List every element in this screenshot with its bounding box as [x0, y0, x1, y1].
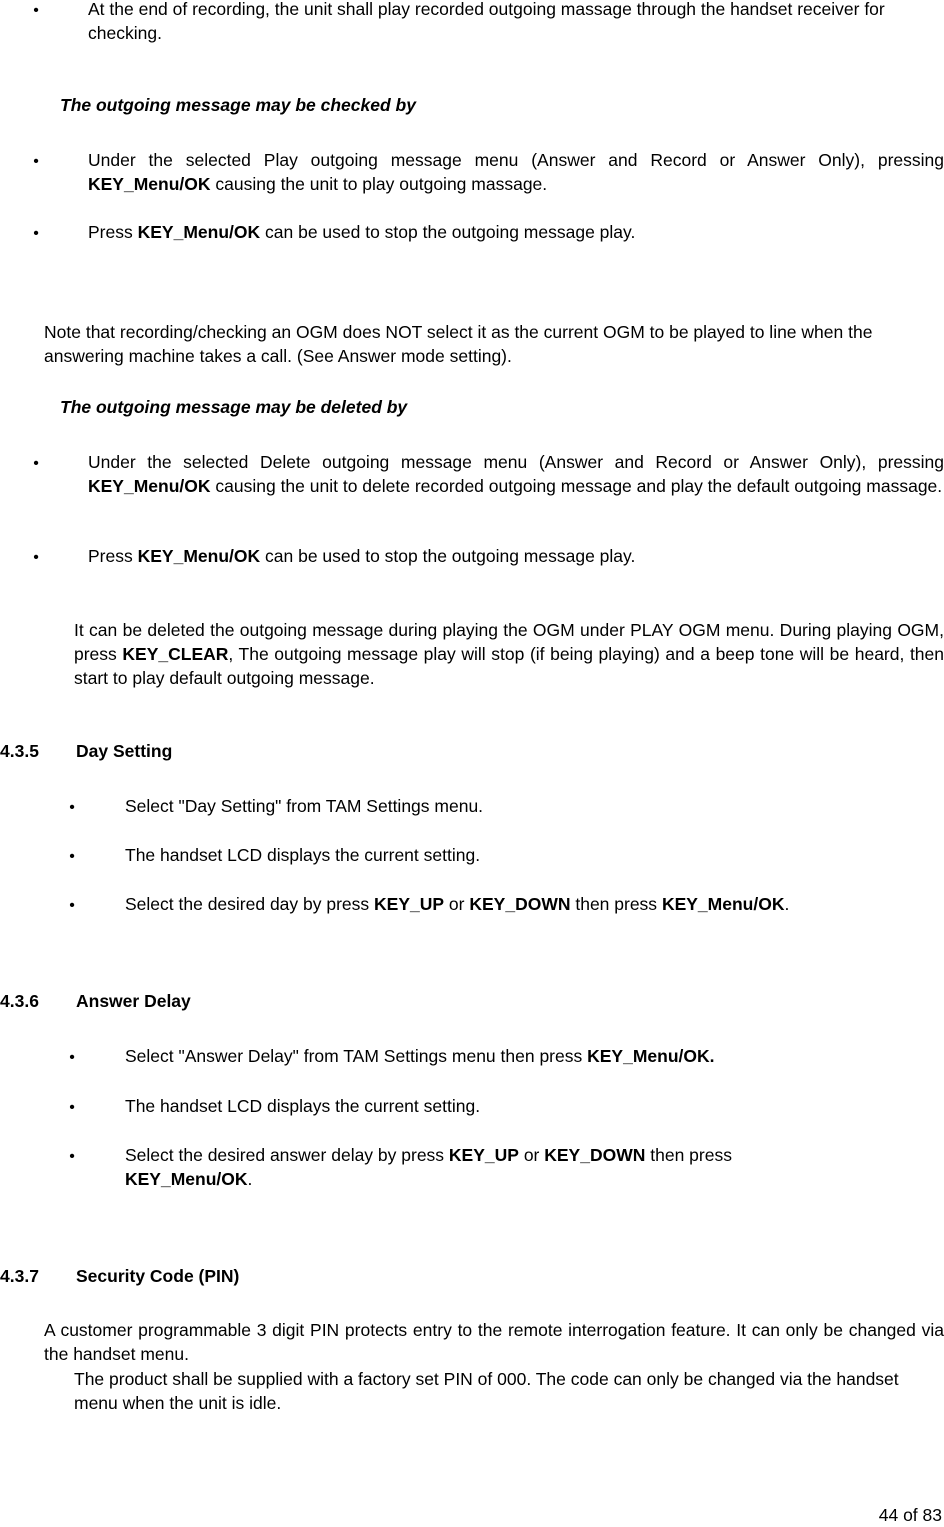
- bullet-text: then press: [645, 1145, 732, 1165]
- section-title-security-code: Security Code (PIN): [76, 1266, 240, 1286]
- bullet-text: .: [784, 894, 790, 914]
- bullet-text: Press: [88, 546, 138, 566]
- section-number-436: 4.3.6: [0, 991, 39, 1011]
- section-title-answer-delay: Answer Delay: [76, 991, 191, 1011]
- page-number: 44 of 83: [878, 1505, 942, 1525]
- pin-paragraph-1: A customer programmable 3 digit PIN protects entry to the remote interrogation feature. It can only be changed via the handset menu.: [44, 1320, 944, 1364]
- bullet-text: Select "Answer Delay" from TAM Settings menu then press: [125, 1046, 588, 1066]
- key-clear: KEY_CLEAR: [122, 644, 229, 664]
- key-down: KEY_DOWN: [544, 1145, 646, 1165]
- bullet-text: Under the selected Delete outgoing message menu (Answer and Record or Answer Only), pressing: [88, 452, 944, 472]
- bullet-text: Press: [88, 222, 138, 242]
- key-up: KEY_UP: [374, 894, 445, 914]
- key-menu-ok: KEY_Menu/OK: [88, 476, 211, 496]
- bullet-marker: [66, 794, 78, 820]
- bullet-marker: [66, 892, 78, 918]
- key-menu-ok: KEY_Menu/OK: [88, 174, 211, 194]
- answer-delay-bullet-1: [125, 1044, 944, 1068]
- section-title-day-setting: Day Setting: [76, 741, 173, 761]
- bullet-marker: [30, 544, 42, 570]
- bullet-marker: [30, 148, 42, 174]
- bullet-marker: [30, 0, 42, 23]
- key-menu-ok: KEY_Menu/OK.: [587, 1046, 715, 1066]
- checked-bullet-2: [88, 220, 944, 244]
- note-paragraph: Note that recording/checking an OGM does NOT select it as the current OGM to be played to line when the answering machine takes a call. (See Answer mode setting).: [44, 322, 873, 366]
- bullet-text: or: [518, 1145, 545, 1165]
- bullet-marker: [66, 1094, 78, 1120]
- recording-playback-bullet: [88, 0, 944, 45]
- checked-bullet-1: [88, 148, 944, 196]
- key-menu-ok: KEY_Menu/OK: [661, 894, 785, 914]
- key-up: KEY_UP: [448, 1145, 519, 1165]
- bullet-marker: [66, 1044, 78, 1070]
- paragraph-text: It can be deleted the outgoing message during playing the OGM under PLAY OGM menu. During playing OGM, press: [74, 620, 944, 664]
- bullet-text: causing the unit to play outgoing massage.: [210, 174, 548, 194]
- key-menu-ok: KEY_Menu/OK: [125, 1169, 248, 1189]
- section-number-437: 4.3.7: [0, 1266, 39, 1286]
- day-setting-bullet-2: The handset LCD displays the current setting.: [125, 845, 481, 865]
- key-down: KEY_DOWN: [469, 894, 571, 914]
- pin-paragraph-2: The product shall be supplied with a factory set PIN of 000. The code can only be changed via the handset menu when the unit is idle.: [74, 1369, 899, 1413]
- checked-heading: The outgoing message may be checked by: [60, 95, 416, 115]
- bullet-marker: [66, 1143, 78, 1169]
- bullet-text: At the end of recording, the unit shall play recorded outgoing massage through the handset receiver for checking.: [88, 0, 885, 43]
- day-setting-bullet-1: Select "Day Setting" from TAM Settings menu.: [125, 796, 484, 816]
- answer-delay-bullet-2: The handset LCD displays the current setting.: [125, 1096, 481, 1116]
- bullet-text: then press: [570, 894, 662, 914]
- delete-during-play-paragraph: [74, 618, 944, 690]
- bullet-marker: [30, 450, 42, 476]
- day-setting-bullet-3: [125, 892, 944, 916]
- bullet-text: Select the desired answer delay by press: [125, 1145, 449, 1165]
- bullet-text: causing the unit to delete recorded outgoing message and play the default outgoing massage.: [210, 476, 943, 496]
- paragraph-text: , The outgoing message play will stop (if being playing) and a beep tone will be heard, then start to play default outgoing message.: [74, 644, 944, 688]
- deleted-heading: The outgoing message may be deleted by: [60, 397, 408, 417]
- bullet-text: .: [247, 1169, 253, 1189]
- bullet-text: can be used to stop the outgoing message play.: [260, 222, 636, 242]
- bullet-marker: [30, 220, 42, 246]
- bullet-text: or: [444, 894, 470, 914]
- bullet-marker: [66, 843, 78, 869]
- answer-delay-bullet-3: [125, 1143, 865, 1191]
- bullet-text: Under the selected Play outgoing message menu (Answer and Record or Answer Only), pressing: [88, 150, 944, 170]
- bullet-text: can be used to stop the outgoing message play.: [260, 546, 636, 566]
- section-number-435: 4.3.5: [0, 741, 39, 761]
- deleted-bullet-2: [88, 544, 944, 568]
- deleted-bullet-1: [88, 450, 944, 498]
- key-menu-ok: KEY_Menu/OK: [137, 222, 261, 242]
- key-menu-ok: KEY_Menu/OK: [137, 546, 261, 566]
- bullet-text: Select the desired day by press: [125, 894, 375, 914]
